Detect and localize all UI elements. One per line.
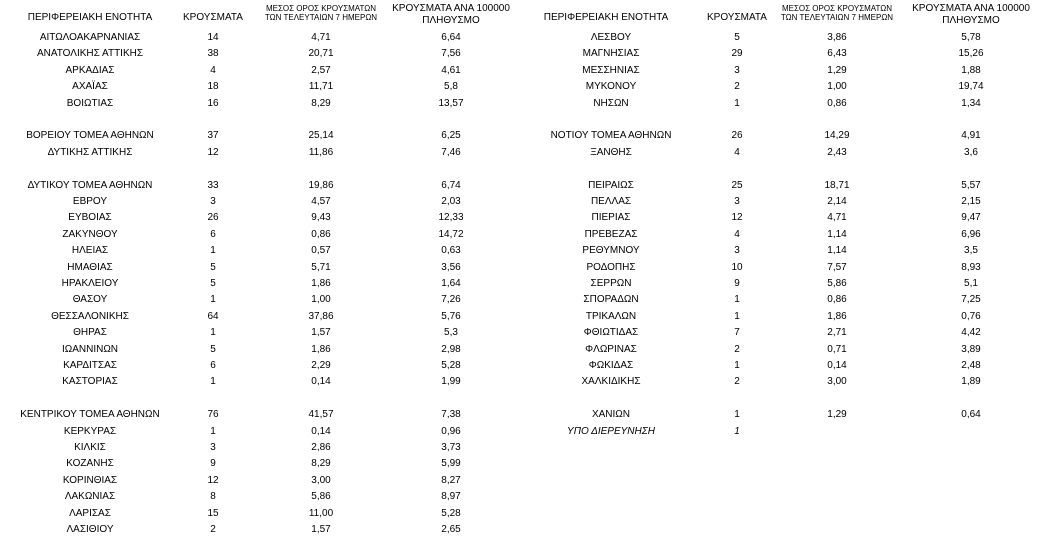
cell-per100k: 7,26: [441, 294, 461, 306]
cell-region: ΡΕΘΥΜΝΟΥ: [582, 245, 640, 257]
table-row: [0, 260, 520, 276]
table-row: [0, 30, 520, 46]
cell-avg: 20,71: [308, 48, 334, 60]
cell-cases: 2: [734, 343, 740, 355]
table-row: [520, 178, 1040, 194]
cell-per100k: 1,89: [961, 376, 981, 388]
cell-cases: 2: [210, 524, 216, 535]
cell-cases: 37: [207, 130, 219, 142]
cell-avg: 1,14: [827, 245, 847, 257]
cell-avg: 8,29: [311, 97, 331, 109]
cell-per100k: 1,88: [961, 64, 981, 76]
cell-avg: 18,71: [824, 179, 850, 191]
cell-avg: 0,14: [311, 425, 331, 437]
cell-avg: 1,86: [311, 278, 331, 289]
cell-per100k: 7,56: [441, 48, 461, 60]
cell-per100k: 3,6: [964, 146, 978, 158]
cell-avg: 2,29: [311, 360, 331, 371]
cell-avg: 7,57: [827, 261, 847, 273]
cell-region: ΛΑΣΙΘΙΟΥ: [66, 524, 114, 535]
table-row: [0, 374, 520, 390]
cell-region: ΙΩΑΝΝΙΝΩΝ: [61, 343, 119, 355]
cell-per100k: 4,42: [961, 327, 981, 339]
cell-cases: 14: [207, 32, 219, 43]
cell-per100k: 14,72: [438, 228, 464, 240]
cell-cases: 3: [210, 196, 216, 207]
cell-avg: 0,57: [311, 245, 331, 257]
cell-cases: 26: [731, 130, 743, 142]
header-avg-line1: ΜΕΣΟΣ ΟΡΟΣ ΚΡΟΥΣΜΑΤΩΝ: [265, 4, 377, 13]
cell-avg: 14,29: [824, 130, 850, 142]
header-avg-line2: ΤΩΝ ΤΕΛΕΥΤΑΙΩΝ 7 ΗΜΕΡΩΝ: [264, 13, 378, 23]
cell-region: ΧΑΝΙΩΝ: [591, 409, 631, 421]
cell-cases: 5: [210, 278, 216, 289]
table-row: [520, 194, 1040, 210]
header-avg-line2: ΤΩΝ ΤΕΛΕΥΤΑΙΩΝ 7 ΗΜΕΡΩΝ: [780, 13, 894, 23]
cell-region: ΝΗΣΩΝ: [593, 97, 629, 109]
cell-per100k: 3,73: [441, 442, 461, 453]
table-row: [0, 276, 520, 292]
cell-per100k: 8,97: [441, 491, 461, 503]
header-per100k-line1: ΚΡΟΥΣΜΑΤΑ ΑΝΑ 100000: [912, 3, 1030, 14]
cell-per100k: 6,96: [961, 228, 981, 240]
header-region: ΠΕΡΙΦΕΡΕΙΑΚΗ ΕΝΟΤΗΤΑ: [543, 12, 669, 23]
table-row: [0, 342, 520, 358]
cell-avg: 3,00: [311, 474, 331, 486]
cell-region: ΗΡΑΚΛΕΙΟΥ: [61, 278, 119, 289]
cell-cases: 5: [210, 261, 216, 273]
header-avg-line1: ΜΕΣΟΣ ΟΡΟΣ ΚΡΟΥΣΜΑΤΩΝ: [781, 4, 893, 13]
cell-cases: 33: [207, 179, 219, 191]
cell-region: ΛΑΡΙΣΑΣ: [69, 507, 111, 519]
cell-cases: 38: [207, 48, 219, 60]
cell-cases: 1: [734, 97, 740, 109]
cell-avg: 5,86: [311, 491, 331, 503]
cell-cases: 6: [210, 360, 216, 371]
cell-cases: 18: [207, 81, 219, 93]
cell-region: ΞΑΝΘΗΣ: [590, 146, 632, 158]
cell-avg: 0,86: [827, 294, 847, 306]
table-row: [520, 210, 1040, 226]
cell-cases: 10: [731, 261, 743, 273]
table-row: [520, 260, 1040, 276]
table-row: [520, 96, 1040, 112]
cell-region: ΚΟΡΙΝΘΙΑΣ: [62, 474, 118, 486]
cell-per100k: 3,5: [964, 245, 978, 257]
cell-region: ΚΑΣΤΟΡΙΑΣ: [62, 376, 118, 388]
cell-cases: 1: [734, 425, 740, 437]
cell-region: ΚΟΖΑΝΗΣ: [66, 458, 114, 470]
cell-avg: 2,71: [827, 327, 847, 339]
header-region: ΠΕΡΙΦΕΡΕΙΑΚΗ ΕΝΟΤΗΤΑ: [27, 12, 153, 23]
cell-per100k: 4,61: [441, 64, 461, 76]
cell-per100k: 5,78: [961, 32, 981, 43]
cell-cases: 6: [210, 228, 216, 240]
cell-cases: 12: [207, 474, 219, 486]
cell-per100k: 2,15: [961, 196, 981, 207]
table-row: [0, 46, 520, 62]
cell-cases: 5: [734, 32, 740, 43]
cell-per100k: 5,28: [441, 507, 461, 519]
cell-avg: 1,00: [827, 81, 847, 93]
cell-region: ΑΡΚΑΔΙΑΣ: [65, 64, 115, 76]
cell-per100k: 9,47: [961, 212, 981, 224]
header-avg: [256, 4, 386, 22]
cell-region: ΣΠΟΡΑΔΩΝ: [583, 294, 639, 306]
cell-per100k: 19,74: [958, 81, 984, 93]
cell-cases: 3: [734, 245, 740, 257]
table-row: [520, 342, 1040, 358]
cell-cases: 1: [734, 294, 740, 306]
cell-region: ΗΛΕΙΑΣ: [71, 245, 109, 257]
cell-region: ΖΑΚΥΝΘΟΥ: [62, 228, 118, 240]
cell-region: ΤΡΙΚΑΛΩΝ: [585, 310, 637, 322]
cell-cases: 7: [734, 327, 740, 339]
cell-region: ΣΕΡΡΩΝ: [590, 278, 632, 289]
table-row: [0, 243, 520, 259]
cell-region: ΡΟΔΟΠΗΣ: [586, 261, 636, 273]
table-row: [0, 424, 520, 440]
cell-per100k: 15,26: [958, 48, 984, 60]
cell-cases: 1: [734, 409, 740, 421]
cell-per100k: 2,03: [441, 196, 461, 207]
cell-avg: 11,86: [308, 146, 334, 158]
table-row: [520, 358, 1040, 374]
cell-avg: 4,71: [827, 212, 847, 224]
cell-avg: 37,86: [308, 310, 334, 322]
table-row: [0, 506, 520, 522]
cell-per100k: 7,38: [441, 409, 461, 421]
cell-avg: 1,29: [827, 64, 847, 76]
cell-cases: 9: [734, 278, 740, 289]
table-row: [520, 46, 1040, 62]
cell-cases: 5: [210, 343, 216, 355]
cell-cases: 64: [207, 310, 219, 322]
cell-region: ΘΕΣΣΑΛΟΝΙΚΗΣ: [51, 310, 129, 322]
table-row: [0, 358, 520, 374]
cell-per100k: 5,57: [961, 179, 981, 191]
header-per100k: [388, 3, 514, 26]
cell-cases: 76: [207, 409, 219, 421]
table-row: [0, 309, 520, 325]
cell-avg: 0,86: [827, 97, 847, 109]
cell-avg: 1,14: [827, 228, 847, 240]
cell-region: ΑΝΑΤΟΛΙΚΗΣ ΑΤΤΙΚΗΣ: [36, 48, 144, 60]
table-row: [520, 309, 1040, 325]
cell-per100k: 3,89: [961, 343, 981, 355]
cell-region: ΧΑΛΚΙΔΙΚΗΣ: [581, 376, 641, 388]
cell-per100k: 5,99: [441, 458, 461, 470]
header-avg: [772, 4, 902, 22]
cell-cases: 3: [734, 64, 740, 76]
cell-per100k: 0,76: [961, 310, 981, 322]
header-per100k-line1: ΚΡΟΥΣΜΑΤΑ ΑΝΑ 100000: [392, 3, 510, 14]
cell-avg: 1,29: [827, 409, 847, 421]
table-row: [520, 145, 1040, 161]
cell-per100k: 5,3: [444, 327, 458, 339]
cell-per100k: 6,74: [441, 179, 461, 191]
cell-region: ΜΑΓΝΗΣΙΑΣ: [582, 48, 640, 60]
table-row: [520, 63, 1040, 79]
right-table: [520, 0, 1040, 538]
table-row: [520, 424, 1040, 440]
cell-region: ΛΑΚΩΝΙΑΣ: [64, 491, 116, 503]
cell-per100k: 0,63: [441, 245, 461, 257]
right-table-header: [520, 0, 1040, 30]
cell-per100k: 8,27: [441, 474, 461, 486]
cell-cases: 25: [731, 179, 743, 191]
cell-region: ΥΠΟ ΔΙΕΡΕΥΝΗΣΗ: [567, 425, 655, 437]
table-row: [0, 489, 520, 505]
cell-avg: 4,71: [311, 32, 331, 43]
cell-avg: 4,57: [311, 196, 331, 207]
table-row: [0, 227, 520, 243]
cell-region: ΒΟΡΕΙΟΥ ΤΟΜΕΑ ΑΘΗΝΩΝ: [26, 130, 154, 142]
cell-avg: 6,43: [827, 48, 847, 60]
table-row: [520, 325, 1040, 341]
header-cases: ΚΡΟΥΣΜΑΤΑ: [183, 12, 243, 23]
cell-per100k: 1,34: [961, 97, 981, 109]
table-row: [520, 243, 1040, 259]
cell-region: ΚΙΛΚΙΣ: [74, 442, 106, 453]
cell-avg: 5,86: [827, 278, 847, 289]
header-cases: ΚΡΟΥΣΜΑΤΑ: [707, 12, 767, 23]
cell-avg: 25,14: [308, 130, 334, 142]
cell-region: ΦΛΩΡΙΝΑΣ: [585, 343, 637, 355]
cell-cases: 1: [210, 425, 216, 437]
table-row: [0, 473, 520, 489]
table-row: [0, 79, 520, 95]
table-row: [0, 456, 520, 472]
cell-cases: 1: [210, 294, 216, 306]
cell-region: ΠΕΙΡΑΙΩΣ: [588, 179, 634, 191]
cell-region: ΕΥΒΟΙΑΣ: [68, 212, 112, 224]
table-row: [520, 79, 1040, 95]
cell-region: ΘΗΡΑΣ: [73, 327, 107, 339]
cell-avg: 9,43: [311, 212, 331, 224]
cell-cases: 12: [207, 146, 219, 158]
table-row: [520, 227, 1040, 243]
cell-region: ΒΟΙΩΤΙΑΣ: [66, 97, 114, 109]
cell-region: ΕΒΡΟΥ: [72, 196, 108, 207]
cell-cases: 9: [210, 458, 216, 470]
cell-cases: 15: [207, 507, 219, 519]
table-row: [0, 145, 520, 161]
cell-avg: 1,57: [311, 327, 331, 339]
cell-region: ΑΙΤΩΛΟΑΚΑΡΝΑΝΙΑΣ: [39, 32, 141, 43]
cell-cases: 12: [731, 212, 743, 224]
cell-avg: 3,00: [827, 376, 847, 388]
cell-per100k: 6,64: [441, 32, 461, 43]
cell-avg: 41,57: [308, 409, 334, 421]
table-row: [0, 63, 520, 79]
cell-cases: 1: [210, 376, 216, 388]
table-row: [520, 30, 1040, 46]
cell-avg: 0,86: [311, 228, 331, 240]
cell-per100k: 5,28: [441, 360, 461, 371]
table-row: [0, 407, 520, 423]
table-row: [0, 522, 520, 538]
cell-region: ΦΘΙΩΤΙΔΑΣ: [583, 327, 639, 339]
cell-cases: 1: [210, 245, 216, 257]
cell-per100k: 1,99: [441, 376, 461, 388]
cell-cases: 29: [731, 48, 743, 60]
cell-per100k: 0,64: [961, 409, 981, 421]
cell-per100k: 7,46: [441, 146, 461, 158]
table-row: [520, 128, 1040, 144]
table-row: [520, 374, 1040, 390]
cell-per100k: 6,25: [441, 130, 461, 142]
cell-avg: 2,14: [827, 196, 847, 207]
cell-region: ΜΕΣΣΗΝΙΑΣ: [582, 64, 640, 76]
cell-avg: 19,86: [308, 179, 334, 191]
header-per100k-line2: ΠΛΗΘΥΣΜΟ: [422, 14, 480, 26]
table-row: [520, 276, 1040, 292]
cell-per100k: 5,76: [441, 310, 461, 322]
cell-per100k: 1,64: [441, 278, 461, 289]
cell-avg: 2,43: [827, 146, 847, 158]
cell-per100k: 8,93: [961, 261, 981, 273]
cell-avg: 1,00: [311, 294, 331, 306]
header-per100k-line2: ΠΛΗΘΥΣΜΟ: [942, 14, 1000, 26]
cell-avg: 1,86: [311, 343, 331, 355]
table-row: [0, 128, 520, 144]
cell-cases: 2: [734, 376, 740, 388]
cell-region: ΚΕΡΚΥΡΑΣ: [63, 425, 117, 437]
cell-avg: 11,71: [308, 81, 334, 93]
cell-per100k: 4,91: [961, 130, 981, 142]
cell-avg: 1,57: [311, 524, 331, 535]
cell-region: ΔΥΤΙΚΟΥ ΤΟΜΕΑ ΑΘΗΝΩΝ: [27, 179, 153, 191]
cell-region: ΠΕΛΛΑΣ: [590, 196, 632, 207]
cell-cases: 26: [207, 212, 219, 224]
cell-per100k: 7,25: [961, 294, 981, 306]
cell-avg: 8,29: [311, 458, 331, 470]
cell-cases: 2: [734, 81, 740, 93]
cell-region: ΜΥΚΟΝΟΥ: [585, 81, 637, 93]
cell-per100k: 5,8: [444, 81, 458, 93]
cell-avg: 2,86: [311, 442, 331, 453]
cell-avg: 0,14: [827, 360, 847, 371]
cell-cases: 1: [734, 310, 740, 322]
cell-region: ΠΙΕΡΙΑΣ: [591, 212, 631, 224]
cell-per100k: 3,56: [441, 261, 461, 273]
table-row: [520, 407, 1040, 423]
cell-avg: 3,86: [827, 32, 847, 43]
cell-cases: 4: [734, 146, 740, 158]
cell-region: ΔΥΤΙΚΗΣ ΑΤΤΙΚΗΣ: [47, 146, 133, 158]
cell-avg: 11,00: [308, 507, 334, 519]
cell-cases: 3: [210, 442, 216, 453]
cell-per100k: 0,96: [441, 425, 461, 437]
cell-cases: 3: [734, 196, 740, 207]
cell-region: ΘΑΣΟΥ: [72, 294, 108, 306]
table-row: [0, 194, 520, 210]
cell-per100k: 2,98: [441, 343, 461, 355]
cell-cases: 1: [210, 327, 216, 339]
cell-cases: 16: [207, 97, 219, 109]
cell-cases: 4: [210, 64, 216, 76]
cell-per100k: 2,48: [961, 360, 981, 371]
table-row: [520, 292, 1040, 308]
cell-avg: 2,57: [311, 64, 331, 76]
cell-avg: 0,14: [311, 376, 331, 388]
cell-avg: 1,86: [827, 310, 847, 322]
table-row: [0, 96, 520, 112]
cell-per100k: 5,1: [964, 278, 978, 289]
cell-per100k: 12,33: [438, 212, 464, 224]
cell-cases: 4: [734, 228, 740, 240]
table-row: [0, 440, 520, 456]
table-row: [0, 178, 520, 194]
cell-per100k: 13,57: [438, 97, 464, 109]
cell-region: ΝΟΤΙΟΥ ΤΟΜΕΑ ΑΘΗΝΩΝ: [550, 130, 672, 142]
cell-region: ΚΑΡΔΙΤΣΑΣ: [63, 360, 117, 371]
cell-region: ΚΕΝΤΡΙΚΟΥ ΤΟΜΕΑ ΑΘΗΝΩΝ: [20, 409, 160, 421]
cell-region: ΗΜΑΘΙΑΣ: [67, 261, 113, 273]
cell-region: ΑΧΑΪΑΣ: [72, 81, 108, 93]
cell-cases: 1: [734, 360, 740, 371]
cell-avg: 5,71: [311, 261, 331, 273]
header-per100k: [906, 3, 1036, 26]
table-row: [0, 325, 520, 341]
cell-region: ΦΩΚΙΔΑΣ: [588, 360, 634, 371]
cell-region: ΛΕΣΒΟΥ: [590, 32, 632, 43]
table-row: [0, 292, 520, 308]
table-row: [0, 210, 520, 226]
cell-per100k: 2,65: [441, 524, 461, 535]
left-table-header: [0, 0, 520, 30]
cell-cases: 8: [210, 491, 216, 503]
cell-region: ΠΡΕΒΕΖΑΣ: [584, 228, 638, 240]
cell-avg: 0,71: [827, 343, 847, 355]
